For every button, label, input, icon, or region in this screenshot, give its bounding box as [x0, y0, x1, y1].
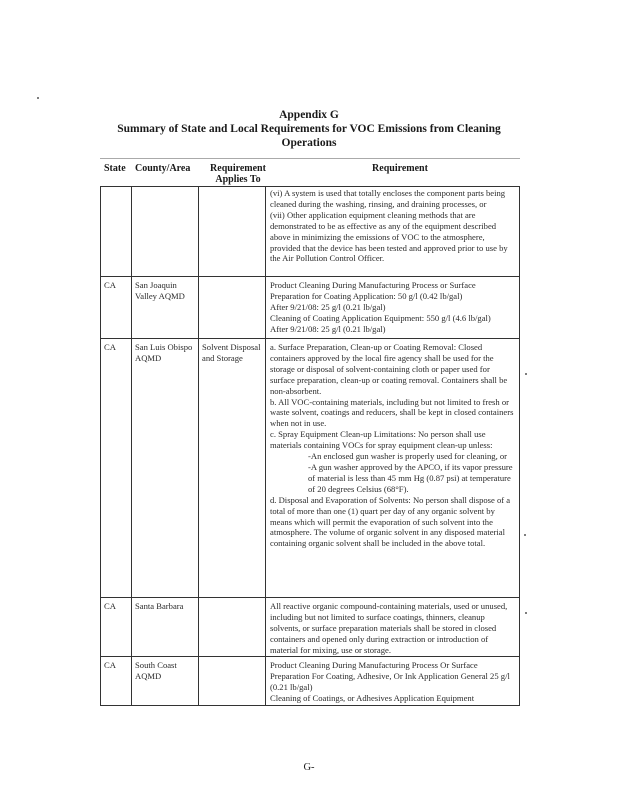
requirement-text: -An enclosed gun washer is properly used for cleaning, or: [308, 451, 508, 462]
requirement-text: (vi) A system is used that totally encloses the component parts being cleaned during the washing, rinsing, and draining processes, or: [270, 188, 506, 209]
header-requirement-applies-to: Requirement Applies To: [210, 163, 266, 185]
appendix-subtitle: Summary of State and Local Requirements for VOC Emissions from Cleaning: [117, 123, 501, 135]
requirement-text: All reactive organic compound-containing materials, used or unused, including but not limited to surface coatings, thinners, cleanup solvents, or surface preparation materials shall be stored in closed containers and opened only during extraction or introduction of material for mixing, use or storage.: [270, 601, 508, 655]
row-1-requirement: [270, 188, 516, 264]
scan-speck: [525, 612, 527, 614]
row-5-county: South Coast AQMD: [135, 660, 177, 681]
row-5-state: CA: [104, 660, 116, 670]
table-bottom-rule: [100, 705, 520, 706]
appendix-title: Appendix G: [279, 109, 339, 121]
row-3-state: CA: [104, 342, 116, 352]
requirement-text: a. Surface Preparation, Clean-up or Coating Removal: Closed containers approved by the local fire agency shall be used for the storage or disposal of solvent-containing cloth or paper used for surface preparation, clean-up or coating removal. Containers shall be non-absorbent.: [270, 342, 508, 396]
row-3-applies: Solvent Disposal and Storage: [202, 342, 261, 363]
appendix-subtitle-cont: Operations: [281, 137, 337, 149]
column-line-right: [519, 186, 520, 705]
column-line-applies: [265, 186, 266, 705]
requirement-text: c. Spray Equipment Clean-up Limitations: No person shall use materials containing VOCs for spray equipment clean-up unless:: [270, 429, 493, 451]
row-divider: [100, 338, 520, 339]
requirement-text: b. All VOC-containing materials, including but not limited to fresh or waste solvent, coatings and reducers, shall be kept in closed containers when not in use.: [270, 396, 514, 429]
header-state: State: [104, 163, 126, 174]
header-requirement: Requirement: [372, 163, 428, 174]
requirement-text: (vii) Other application equipment cleaning methods that are demonstrated to be as effective as any of the equipment described above in minimizing the emissions of VOC to the atmosphere, provided that the device has been tested and approved prior to use by the Air Pollution Control Officer.: [270, 209, 508, 264]
requirement-text: After 9/21/08: 25 g/l (0.21 lb/gal): [270, 323, 386, 334]
header-bottom-rule: [100, 186, 520, 187]
row-3-requirement: [270, 342, 516, 549]
scan-speck: [37, 97, 39, 99]
row-divider: [100, 276, 520, 277]
row-divider: [100, 597, 520, 598]
row-4-requirement: [270, 601, 516, 656]
requirement-text: Cleaning of Coatings, or Adhesives Application Equipment: [270, 692, 475, 703]
page-number: G-: [303, 762, 315, 773]
requirement-text: -A gun washer approved by the APCO, if its vapor pressure of material is less than 45 mm Hg (0.87 psi) at temperature of 20 degrees Celsius (68°F).: [308, 461, 513, 494]
requirement-text: After 9/21/08: 25 g/l (0.21 lb/gal): [270, 301, 386, 312]
row-4-state: CA: [104, 601, 116, 611]
row-3-county: San Luis Obispo AQMD: [135, 342, 193, 363]
row-2-state: CA: [104, 280, 116, 290]
row-2-county: San Joaquin Valley AQMD: [135, 280, 185, 301]
column-line-state: [131, 186, 132, 705]
scan-speck: [525, 373, 527, 375]
row-divider: [100, 656, 520, 657]
scan-speck: [524, 534, 526, 536]
header-top-rule: [100, 158, 520, 159]
requirement-text: Product Cleaning During Manufacturing Process Or Surface Preparation For Coating, Adhesive, Or Ink Application General 25 g/l (0.21 lb/gal): [270, 660, 510, 692]
requirement-text: Product Cleaning During Manufacturing Process or Surface Preparation for Coating Application: 50 g/l (0.42 lb/gal): [270, 280, 476, 301]
row-4-county: Santa Barbara: [135, 601, 184, 611]
requirement-text: Cleaning of Coating Application Equipment: 550 g/l (4.6 lb/gal): [270, 312, 491, 323]
header-county: County/Area: [135, 163, 191, 174]
requirement-text: d. Disposal and Evaporation of Solvents: No person shall dispose of a total of more than one (1) quart per day of any organic solvent by means which will permit the evaporation of such solvent into the atmosphere. The volume of organic solvent in any disposed material containing organic solvent shall be included in the above total.: [270, 494, 511, 549]
column-line-county: [198, 186, 199, 705]
column-line-left: [100, 186, 101, 705]
row-2-requirement: [270, 280, 516, 335]
row-5-requirement: [270, 660, 516, 704]
